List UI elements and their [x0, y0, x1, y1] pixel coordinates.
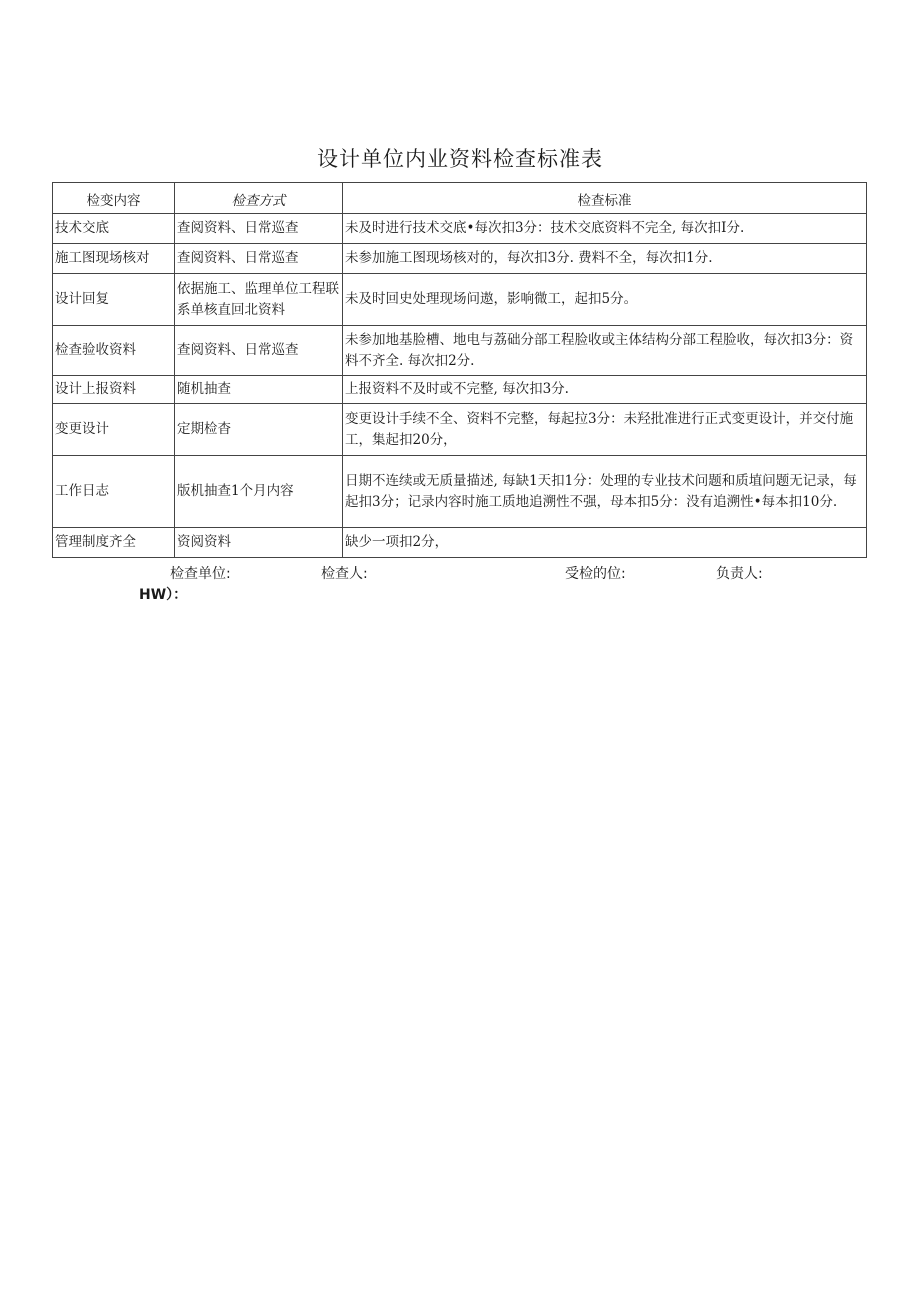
- table-row: [53, 404, 867, 456]
- cell-content: 管理制度齐全: [53, 528, 175, 558]
- cell-content: 施工图现场核对: [53, 244, 175, 274]
- table-row: [53, 274, 867, 326]
- cell-standard: 缺少一项扣2分，: [343, 528, 867, 558]
- cell-content: 变更设计: [53, 404, 175, 456]
- table-header-row: [53, 183, 867, 214]
- cell-standard: 未参加地基脸槽、地电与荔础分部工程脸收或主体结构分部工程脸收，每次扣3分：资料不齐全. 每次扣2分.: [343, 326, 867, 376]
- inspect-unit-label: 检查单位:: [170, 566, 231, 582]
- inspector-label: 检查人:: [321, 566, 368, 582]
- date-label: HW）：: [139, 587, 188, 603]
- table-row: [53, 528, 867, 558]
- cell-method: 查阅资料、日常巡查: [175, 244, 343, 274]
- cell-method: 定期检杳: [175, 404, 343, 456]
- table-row: [53, 456, 867, 528]
- cell-content: 检查验收资料: [53, 326, 175, 376]
- cell-method: 资阅资料: [175, 528, 343, 558]
- inspection-standard-table: [52, 182, 867, 558]
- cell-content: 工作日志: [53, 456, 175, 528]
- cell-content: 设计回复: [53, 274, 175, 326]
- header-standard: 检查标准: [343, 183, 867, 214]
- cell-standard: 上报资料不及时或不完整, 每次扣3分.: [343, 376, 867, 404]
- cell-method: 查阅资料、日常巡查: [175, 214, 343, 244]
- signature-footer: [0, 563, 920, 603]
- cell-method: 依据施工、监理单位工程联系单核直回北资料: [175, 274, 343, 326]
- header-method: 检查方式: [175, 183, 343, 214]
- cell-standard: 未及时回史处理现场问遨，影响微工，起扣5分。: [343, 274, 867, 326]
- cell-method: 随机抽查: [175, 376, 343, 404]
- page-title: 设计单位内业资料检查标准表: [317, 147, 603, 171]
- cell-standard: 日期不连续或无质量描述, 每缺1天扣1分：处理的专业技术问题和质埴问题无记录，每起扣3分；记录内容时施工质地追溯性不强，母本扣5分：没有追溯性•每本扣10分.: [343, 456, 867, 528]
- responsible-label: 负责人:: [716, 566, 763, 582]
- table-row: [53, 326, 867, 376]
- table-row: [53, 376, 867, 404]
- cell-standard: 变更设计手续不全、资料不完整，每起拉3分：未羟批准进行正式变更设计，并交付施工，集起扣20分，: [343, 404, 867, 456]
- cell-content: 技术交底: [53, 214, 175, 244]
- cell-standard: 未参加施工图现场核对的，每次扣3分. 费料不全，每次扣1分.: [343, 244, 867, 274]
- cell-content: 设计上报资料: [53, 376, 175, 404]
- cell-method: 版机抽查1个月内容: [175, 456, 343, 528]
- header-content: 检变内容: [53, 183, 175, 214]
- inspected-unit-label: 受检的位:: [565, 566, 626, 582]
- cell-standard: 未及时进行技术交底•每次扣3分：技术交底资料不完全, 每次扣I分.: [343, 214, 867, 244]
- table-row: [53, 214, 867, 244]
- cell-method: 查阅资料、日常巡查: [175, 326, 343, 376]
- table-row: [53, 244, 867, 274]
